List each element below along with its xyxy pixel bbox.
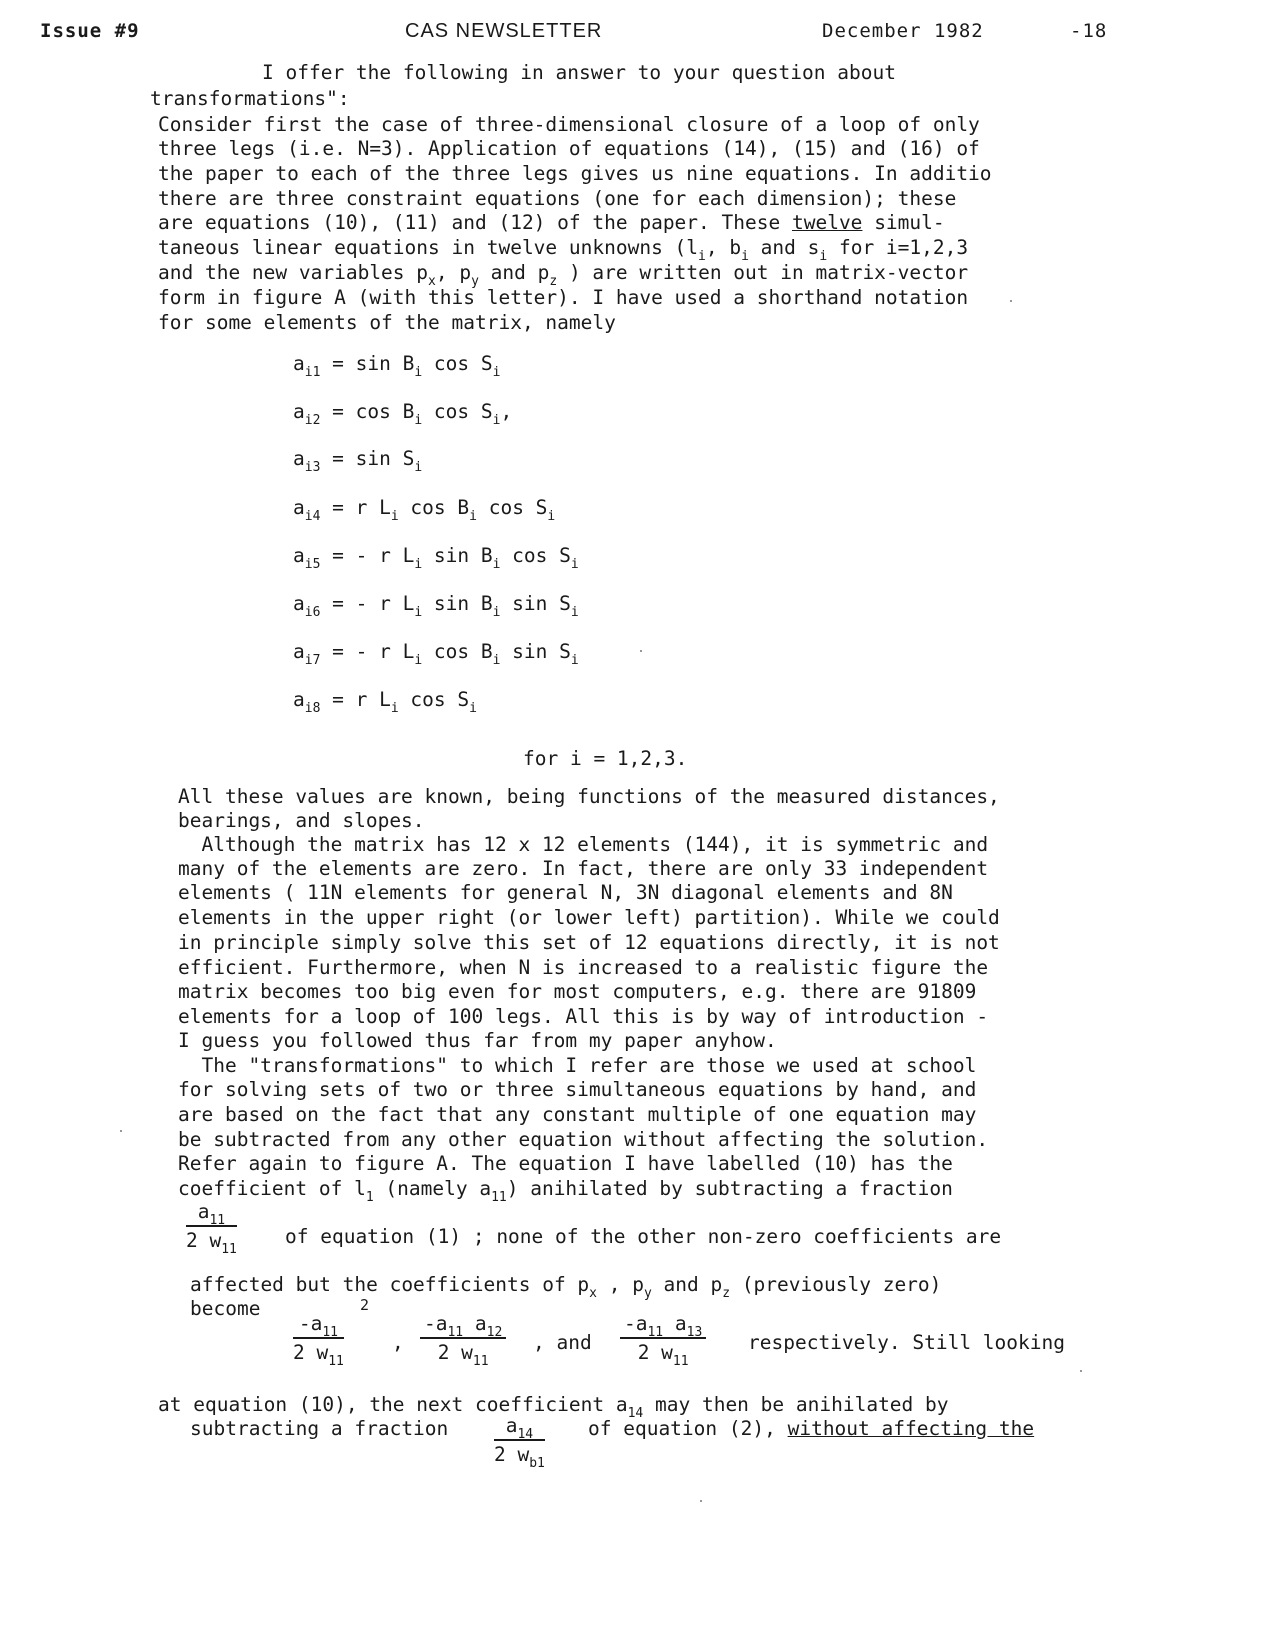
superscript-two: 2 (360, 1296, 370, 1314)
intro-line-6: there are three constraint equations (one for each dimension); these (158, 187, 957, 210)
scan-speck (1080, 1370, 1082, 1372)
scan-speck (700, 1500, 702, 1502)
underlined-phrase: without affecting the (787, 1417, 1035, 1440)
equation-a-i1: $a_{i1} = \sin B_i$ $\cos S_i$ (293, 352, 501, 380)
intro-line-9: and the new variables $p_x$, $p_y$ and $p_z$ ) are written out in matrix-vector (158, 261, 969, 289)
scan-speck (1010, 300, 1012, 302)
body-line-12: The "transformations" to which I refer are those we used at school (178, 1054, 977, 1077)
body-line-4: many of the elements are zero. In fact, there are only 33 independent (178, 857, 989, 880)
comma-separator: , (392, 1331, 404, 1354)
equation-a-i5: $a_{i5}$ = - r $L_i$ $\sin B_i$ $\cos S_i$ (293, 544, 579, 572)
body-line-7: in principle simply solve this set of 12 equations directly, it is not (178, 931, 1000, 954)
for-clause: for i = 1,2,3. (523, 747, 688, 770)
fraction-a11-over-2w11: $\frac{a_{11}}{2 w_{11}}$ (186, 1200, 237, 1257)
fraction-neg-a11-sq: $\frac{-a_{11}}{2 w_{11}}$ (293, 1312, 344, 1369)
intro-line-10: form in figure A (with this letter). I have used a shorthand notation (158, 286, 969, 309)
fraction-neg-a11-a13: $\frac{-a_{11} a_{13}}{2 w_{11}}$ (620, 1312, 706, 1364)
equation-a-i7: $a_{i7}$ = - r $L_i$ $\cos B_i$ $\sin S_i$ (293, 640, 579, 668)
body-line-3: Although the matrix has 12 x 12 elements (144), it is symmetric and (178, 833, 989, 856)
intro-line-2: transformations": (150, 87, 350, 110)
body-line-8: efficient. Furthermore, when N is increased to a realistic figure the (178, 956, 989, 979)
intro-line-7-text: are equations (10), (11) and (12) of the paper. These (158, 211, 781, 234)
body-line-15: be subtracted from any other equation without affecting the solution. (178, 1128, 989, 1151)
body-line-16: Refer again to figure A. The equation I have labelled (10) has the (178, 1152, 953, 1175)
body-line-19: affected but the coefficients of $p_x$ , $p_y$ and $p_z$ (previously zero) (190, 1273, 942, 1301)
fraction-neg-a11-a12: $\frac{-a_{11} a_{12}}{2 w_{11}}$ (420, 1312, 506, 1364)
body-line-11: I guess you followed thus far from my paper anyhow. (178, 1029, 777, 1052)
underlined-twelve: twelve (791, 211, 863, 234)
body-line-1: All these values are known, being functions of the measured distances, (178, 785, 1000, 808)
body-line-9: matrix becomes too big even for most computers, e.g. there are 91809 (178, 980, 977, 1003)
equation-a-i8: $a_{i8} = r$ $L_i$ $\cos S_i$ (293, 688, 477, 716)
and-word: , and (533, 1331, 592, 1354)
body-line-2: bearings, and slopes. (178, 809, 425, 832)
become-word: become (190, 1297, 261, 1320)
body-line-17: coefficient of $l_1$ (namely $a_{11}$) anihilated by subtracting a fraction (178, 1177, 953, 1205)
page-number: -18 (1070, 20, 1108, 42)
intro-line-7 (158, 210, 945, 236)
equation-a-i3: $a_{i3} = \sin S_i$ (293, 447, 423, 475)
scan-speck (120, 1130, 122, 1132)
equation-a-i6: $a_{i6}$ = - r $L_i$ $\sin B_i$ $\sin S_i$ (293, 592, 579, 620)
body-line-last-2: subtracting a fraction (190, 1417, 449, 1440)
intro-line-11: for some elements of the matrix, namely (158, 311, 616, 334)
intro-line-1: I offer the following in answer to your question about (262, 61, 896, 84)
intro-line-5: the paper to each of the three legs gives us nine equations. In additio (158, 162, 992, 185)
issue-number: Issue #9 (40, 20, 140, 42)
intro-line-7-end: simul- (874, 211, 945, 234)
body-line-last-1: at equation (10), the next coefficient $a_{14}$ may then be anihilated by (158, 1393, 949, 1421)
newsletter-title: CAS NEWSLETTER (405, 20, 603, 42)
equation-a-i2: $a_{i2} = \cos B_i$ $\cos S_i$, (293, 400, 513, 428)
intro-line-8: taneous linear equations in twelve unknowns ($l_i$, $b_i$ and $s_i$ for i=1,2,3 (158, 236, 969, 264)
intro-line-3: Consider first the case of three-dimensional closure of a loop of only (158, 113, 980, 136)
body-line-6: elements in the upper right (or lower left) partition). While we could (178, 906, 1000, 929)
fraction-a14-over-2wb1: $\frac{a_{14}}{2 w_{b1}}$ (494, 1414, 545, 1471)
body-line-14: are based on the fact that any constant multiple of one equation may (178, 1103, 977, 1126)
body-line-13: for solving sets of two or three simultaneous equations by hand, and (178, 1078, 977, 1101)
scan-speck (640, 650, 642, 652)
body-line-last-3: of equation (2), without affecting the (588, 1417, 1035, 1440)
body-line-5: elements ( 11N elements for general N, 3N diagonal elements and 8N (178, 881, 953, 904)
body-line-18: of equation (1) ; none of the other non-zero coefficients are (285, 1225, 1002, 1248)
intro-line-4: three legs (i.e. N=3). Application of equations (14), (15) and (16) of (158, 137, 980, 160)
respectively-text: respectively. Still looking (748, 1331, 1065, 1354)
equation-a-i4: $a_{i4} = r$ $L_i$ $\cos B_i$ $\cos S_i$ (293, 496, 556, 524)
body-line-10: elements for a loop of 100 legs. All this is by way of introduction - (178, 1005, 989, 1028)
issue-date: December 1982 (822, 20, 984, 42)
